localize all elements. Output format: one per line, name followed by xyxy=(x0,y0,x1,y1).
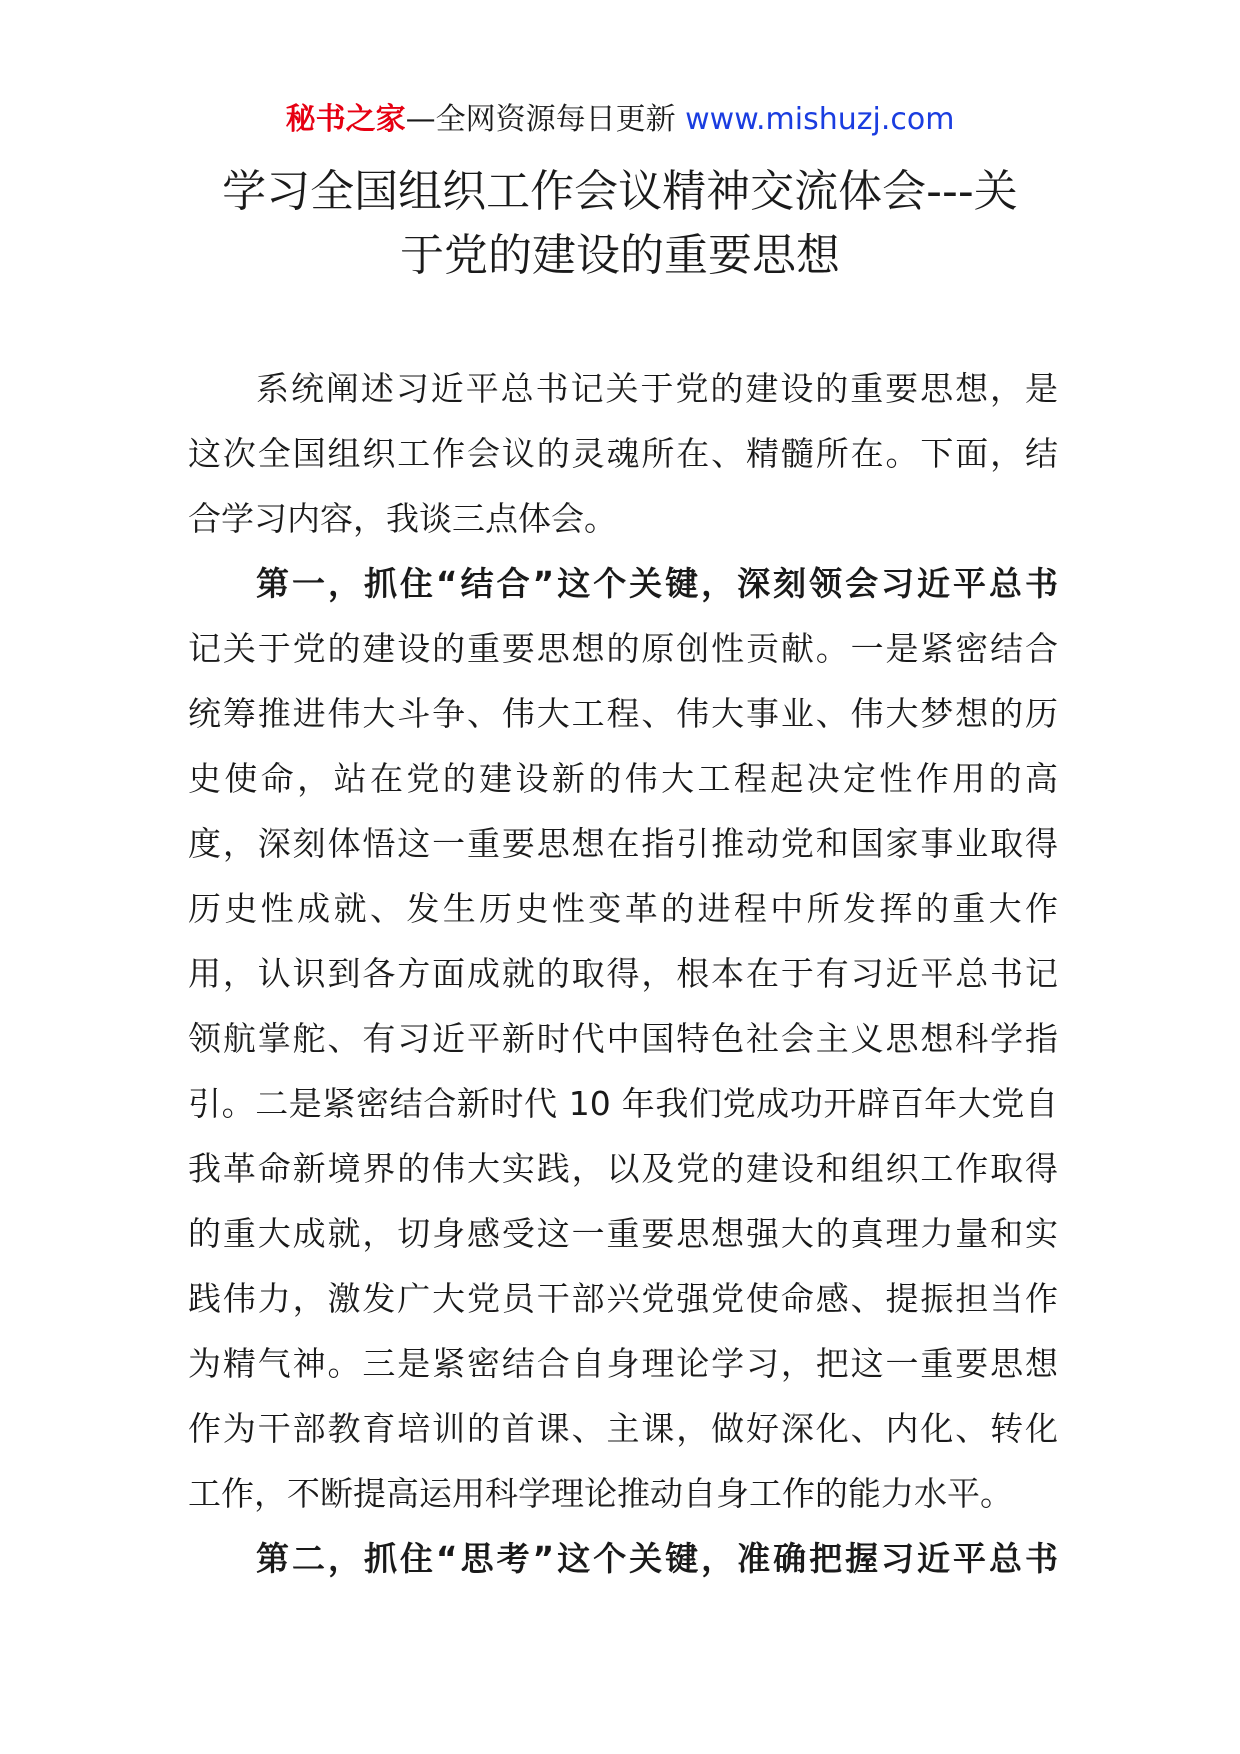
document-title xyxy=(160,160,1080,288)
paragraph-1-line: 这次全国组织工作会议的灵魂所在、精髓所在。下面，结 xyxy=(188,434,1058,473)
paragraph-2-line: 用，认识到各方面成就的取得，根本在于有习近平总书记 xyxy=(188,954,1058,993)
brand-name: 秘书之家 xyxy=(285,102,406,137)
paragraph-1-line: 合学习内容，我谈三点体会。 xyxy=(188,499,617,538)
paragraph-2-lead: 第一，抓住“结合”这个关键，深刻领会习近平总书 xyxy=(256,564,1058,603)
paragraph-2-line: 我革命新境界的伟大实践，以及党的建设和组织工作取得 xyxy=(188,1149,1058,1188)
paragraph-1-line: 系统阐述习近平总书记关于党的建设的重要思想，是 xyxy=(256,369,1058,408)
paragraph-2-line: 度，深刻体悟这一重要思想在指引推动党和国家事业取得 xyxy=(188,824,1058,863)
site-header xyxy=(0,100,1240,140)
title-line-1: 学习全国组织工作会议精神交流体会---关 xyxy=(222,166,1018,217)
paragraph-3-lead: 第二，抓住“思考”这个关键，准确把握习近平总书 xyxy=(256,1539,1058,1578)
header-tagline: —全网资源每日更新 xyxy=(405,102,686,137)
paragraph-2-line: 引。二是紧密结合新时代 10 年我们党成功开辟百年大党自 xyxy=(188,1084,1058,1123)
paragraph-2-line: 史使命，站在党的建设新的伟大工程起决定性作用的高 xyxy=(188,759,1058,798)
site-url-link[interactable]: www.mishuzj.com xyxy=(685,102,955,137)
paragraph-2-line: 领航掌舵、有习近平新时代中国特色社会主义思想科学指 xyxy=(188,1019,1058,1058)
paragraph-2-line: 作为干部教育培训的首课、主课，做好深化、内化、转化 xyxy=(188,1409,1058,1448)
title-line-2: 于党的建设的重要思想 xyxy=(400,230,840,281)
paragraph-2-line: 历史性成就、发生历史性变革的进程中所发挥的重大作 xyxy=(188,889,1058,928)
paragraph-2-line: 为精气神。三是紧密结合自身理论学习，把这一重要思想 xyxy=(188,1344,1058,1383)
paragraph-2-line: 践伟力，激发广大党员干部兴党强党使命感、提振担当作 xyxy=(188,1279,1058,1318)
paragraph-2-line: 的重大成就，切身感受这一重要思想强大的真理力量和实 xyxy=(188,1214,1058,1253)
paragraph-2-line: 记关于党的建设的重要思想的原创性贡献。一是紧密结合 xyxy=(188,629,1058,668)
document-body xyxy=(188,356,1058,1591)
paragraph-2-line: 工作，不断提高运用科学理论推动自身工作的能力水平。 xyxy=(188,1474,1013,1513)
paragraph-2-line: 统筹推进伟大斗争、伟大工程、伟大事业、伟大梦想的历 xyxy=(188,694,1058,733)
